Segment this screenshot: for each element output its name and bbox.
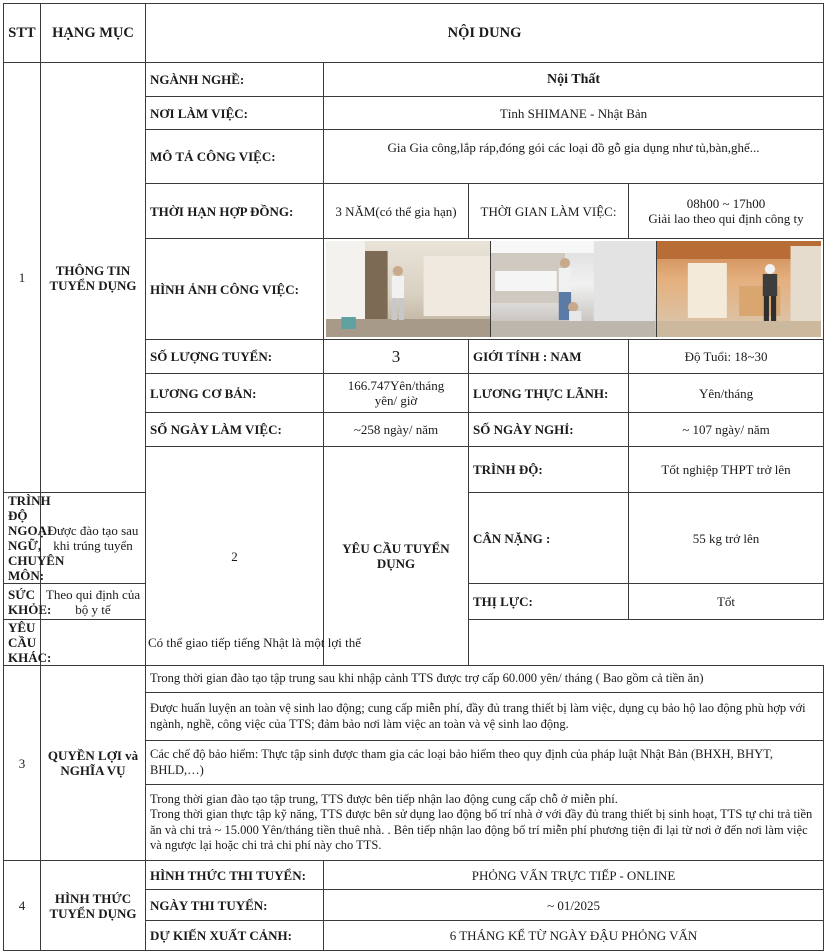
- worktime-value: [629, 184, 824, 239]
- language-label: TRÌNH ĐỘ NGOẠI NGỮ, CHUYÊN MÔN:: [4, 493, 41, 584]
- job-images: [324, 239, 824, 340]
- health-label: SỨC KHỎE:: [4, 584, 41, 620]
- section-2-number: 2: [146, 447, 324, 666]
- job-description-label: MÔ TẢ CÔNG VIỆC:: [146, 130, 324, 184]
- images-label: HÌNH ẢNH CÔNG VIỆC:: [146, 239, 324, 340]
- departure-label: DỰ KIẾN XUẤT CẢNH:: [146, 921, 324, 951]
- exam-date-value: ~ 01/2025: [324, 890, 824, 921]
- benefit-training-allowance: Trong thời gian đào tạo tập trung sau khi nhập cảnh TTS được trợ cấp 60.000 yên/ tháng ( Bao gồm cả tiền ăn): [146, 666, 824, 693]
- worktime-break: Giải lao theo qui định công ty: [648, 211, 804, 226]
- content-header: NỘI DUNG: [146, 4, 824, 63]
- health-value: Theo qui định của bộ y tế: [41, 584, 146, 620]
- job-photo-3: [657, 241, 821, 337]
- education-label: TRÌNH ĐỘ:: [469, 447, 629, 493]
- workdays-value: ~258 ngày/ năm: [324, 413, 469, 447]
- exam-form-value: PHỎNG VẤN TRỰC TIẾP - ONLINE: [324, 861, 824, 890]
- quantity-label: SỐ LƯỢNG TUYỂN:: [146, 340, 324, 374]
- net-salary-value: Yên/tháng: [629, 374, 824, 413]
- weight-value: 55 kg trở lên: [629, 493, 824, 584]
- salary-monthly: 166.747Yên/tháng: [347, 378, 445, 393]
- eyesight-label: THỊ LỰC:: [469, 584, 629, 620]
- contract-label: THỜI HẠN HỢP ĐỒNG:: [146, 184, 324, 239]
- exam-date-label: NGÀY THI TUYỂN:: [146, 890, 324, 921]
- stt-header: STT: [4, 4, 41, 63]
- section-4-number: 4: [4, 861, 41, 951]
- section-4-title: HÌNH THỨC TUYỂN DỤNG: [41, 861, 146, 951]
- benefit-safety-training: Được huấn luyện an toàn vệ sinh lao động; cung cấp miễn phí, đầy đủ trang thiết bị làm việc, dụng cụ bảo hộ lao động phù hợp với ngành, nghề, công việc của TTS; đảm bảo nơi làm việc an toàn và vệ sinh lao động.: [146, 693, 824, 741]
- salary-hourly: yên/ giờ: [374, 393, 418, 408]
- header-row: [4, 4, 824, 63]
- workdays-label: SỐ NGÀY LÀM VIỆC:: [146, 413, 324, 447]
- contract-value: 3 NĂM(có thể gia hạn): [324, 184, 469, 239]
- exam-form-label: HÌNH THỨC THI TUYỂN:: [146, 861, 324, 890]
- section-3-number: 3: [4, 666, 41, 861]
- worktime-label: THỜI GIAN LÀM VIỆC:: [469, 184, 629, 239]
- benefit-housing: [146, 785, 824, 861]
- location-value: Tỉnh SHIMANE - Nhật Bản: [324, 97, 824, 130]
- other-requirements-label: YÊU CẦU KHÁC:: [4, 620, 41, 666]
- job-description-value: Gia Gia công,lắp ráp,đóng gói các loại đồ gỗ gia dụng như tủ,bàn,ghế...: [324, 130, 824, 184]
- section-1-title: THÔNG TIN TUYỂN DỤNG: [41, 63, 146, 493]
- industry-value: Nội Thất: [324, 63, 824, 97]
- category-header: HẠNG MỤC: [41, 4, 146, 63]
- gender-label: GIỚI TÍNH : NAM: [469, 340, 629, 374]
- job-photo-1: [326, 241, 491, 337]
- other-requirements-value: Có thể giao tiếp tiếng Nhật là một lợi thế: [41, 620, 469, 666]
- departure-value: 6 THÁNG KỂ TỪ NGÀY ĐẬU PHỎNG VẤN: [324, 921, 824, 951]
- quantity-value: 3: [324, 340, 469, 374]
- job-photo-2: [491, 241, 656, 337]
- daysoff-label: SỐ NGÀY NGHỈ:: [469, 413, 629, 447]
- section-1-number: 1: [4, 63, 41, 493]
- industry-label: NGÀNH NGHỀ:: [146, 63, 324, 97]
- eyesight-value: Tốt: [629, 584, 824, 620]
- age-value: Độ Tuổi: 18~30: [629, 340, 824, 374]
- benefit-insurance: Các chế độ bảo hiểm: Thực tập sinh được tham gia các loại bảo hiểm theo quy định của pháp luật Nhật Bản (BHXH, BHYT, BHLD,…): [146, 741, 824, 785]
- location-label: NƠI LÀM VIỆC:: [146, 97, 324, 130]
- section-2-title: YÊU CẦU TUYỂN DỤNG: [324, 447, 469, 666]
- net-salary-label: LƯƠNG THỰC LÃNH:: [469, 374, 629, 413]
- worktime-hours: 08h00 ~ 17h00: [686, 196, 766, 211]
- benefit-housing-training: Trong thời gian đào tạo tập trung, TTS được bên tiếp nhận lao động cung cấp chỗ ở miễn phí.: [150, 791, 618, 806]
- salary-value: [324, 374, 469, 413]
- weight-label: CÂN NẶNG :: [469, 493, 629, 584]
- benefit-housing-internship: Trong thời gian thực tập kỹ năng, TTS được bên sử dụng lao động bố trí nhà ở với đầy đủ trang thiết bị sinh hoạt, TTS tự chi trả tiền ăn và chi trả ~ 15.000 Yên/tháng tiền thuê nhà. . Bên tiếp nhận lao động bố trí miễn phí phương tiện đi lại từ nơi ở đến nơi làm việc và ngược lại hoặc chi trả chi phí này cho TTS.: [150, 807, 813, 852]
- education-value: Tốt nghiệp THPT trở lên: [629, 447, 824, 493]
- language-value: Được đào tạo sau khi trúng tuyển: [41, 493, 146, 584]
- daysoff-value: ~ 107 ngày/ năm: [629, 413, 824, 447]
- recruitment-table: [3, 3, 824, 951]
- salary-label: LƯƠNG CƠ BẢN:: [146, 374, 324, 413]
- section-3-title: QUYỀN LỢI và NGHĨA VỤ: [41, 666, 146, 861]
